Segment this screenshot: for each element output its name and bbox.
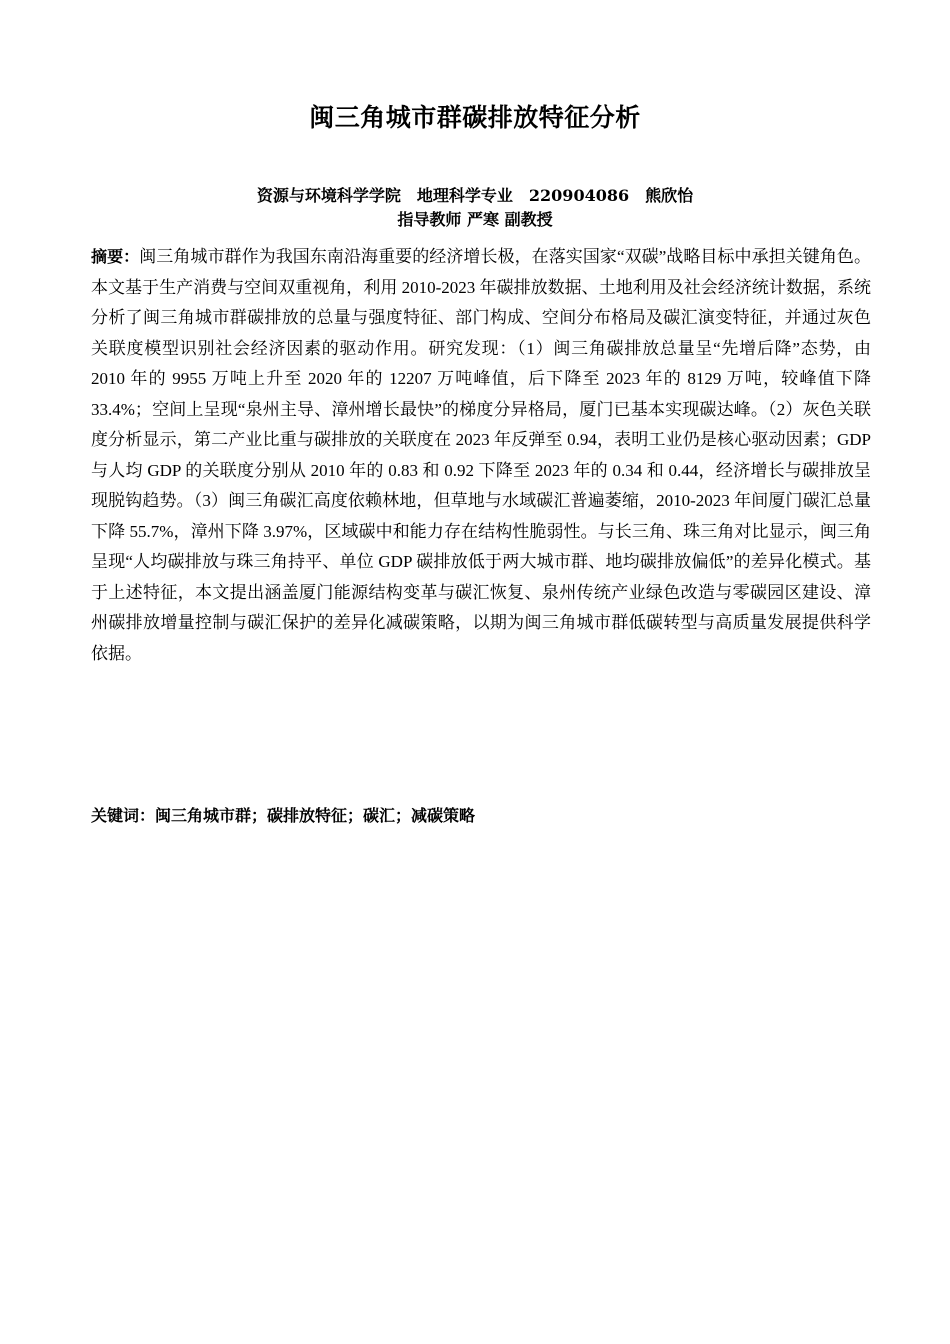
author-name: 熊欣怡 xyxy=(645,186,694,205)
keywords-label: 关键词： xyxy=(91,806,156,825)
author-school: 资源与环境科学学院 xyxy=(256,186,401,205)
abstract-label: 摘要： xyxy=(91,247,140,266)
author-info-line xyxy=(0,184,950,208)
abstract-text: 闽三角城市群作为我国东南沿海重要的经济增长极，在落实国家“双碳”战略目标中承担关键角色。本文基于生产消费与空间双重视角，利用 2010-2023 年碳排放数据、土地利用及社会经济统计数据，系统分析了闽三角城市群碳排放的总量与强度特征、部门构成、空间分布格局及碳汇演变特征，并通过灰色关联度模型识别社会经济因素的驱动作用。研究发现：（1）闽三角碳排放总量呈“先增后降”态势，由 2010 年的 9955 万吨上升至 2020 年的 12207 万吨峰值，后下降至 2023 年的 8129 万吨，较峰值下降 33.4%；空间上呈现“泉州主导、漳州增长最快”的梯度分异格局，厦门已基本实现碳达峰。（2）灰色关联度分析显示，第二产业比重与碳排放的关联度在 2023 年反弹至 0.94，表明工业仍是核心驱动因素；GDP 与人均 GDP 的关联度分别从 2010 年的 0.83 和 0.92 下降至 2023 年的 0.34 和 0.44，经济增长与碳排放呈现脱钩趋势。（3）闽三角碳汇高度依赖林地，但草地与水域碳汇普遍萎缩，2010-2023 年间厦门碳汇总量下降 55.7%，漳州下降 3.97%，区域碳中和能力存在结构性脆弱性。与长三角、珠三角对比显示，闽三角呈现“人均碳排放与珠三角持平、单位 GDP 碳排放低于两大城市群、地均碳排放偏低”的差异化模式。基于上述特征，本文提出涵盖厦门能源结构变革与碳汇恢复、泉州传统产业绿色改造与零碳园区建设、漳州碳排放增量控制与碳汇保护的差异化减碳策略，以期为闽三角城市群低碳转型与高质量发展提供科学依据。 xyxy=(91,247,872,663)
abstract-paragraph xyxy=(91,242,871,669)
author-major: 地理科学专业 xyxy=(416,186,513,205)
page-title: 闽三角城市群碳排放特征分析 xyxy=(309,103,641,132)
author-student-id: 220904086 xyxy=(528,186,630,205)
keywords-text: 闽三角城市群；碳排放特征；碳汇；减碳策略 xyxy=(155,806,476,825)
keywords-line xyxy=(91,801,871,831)
advisor-line: 指导教师 严寒 副教授 xyxy=(397,210,553,229)
